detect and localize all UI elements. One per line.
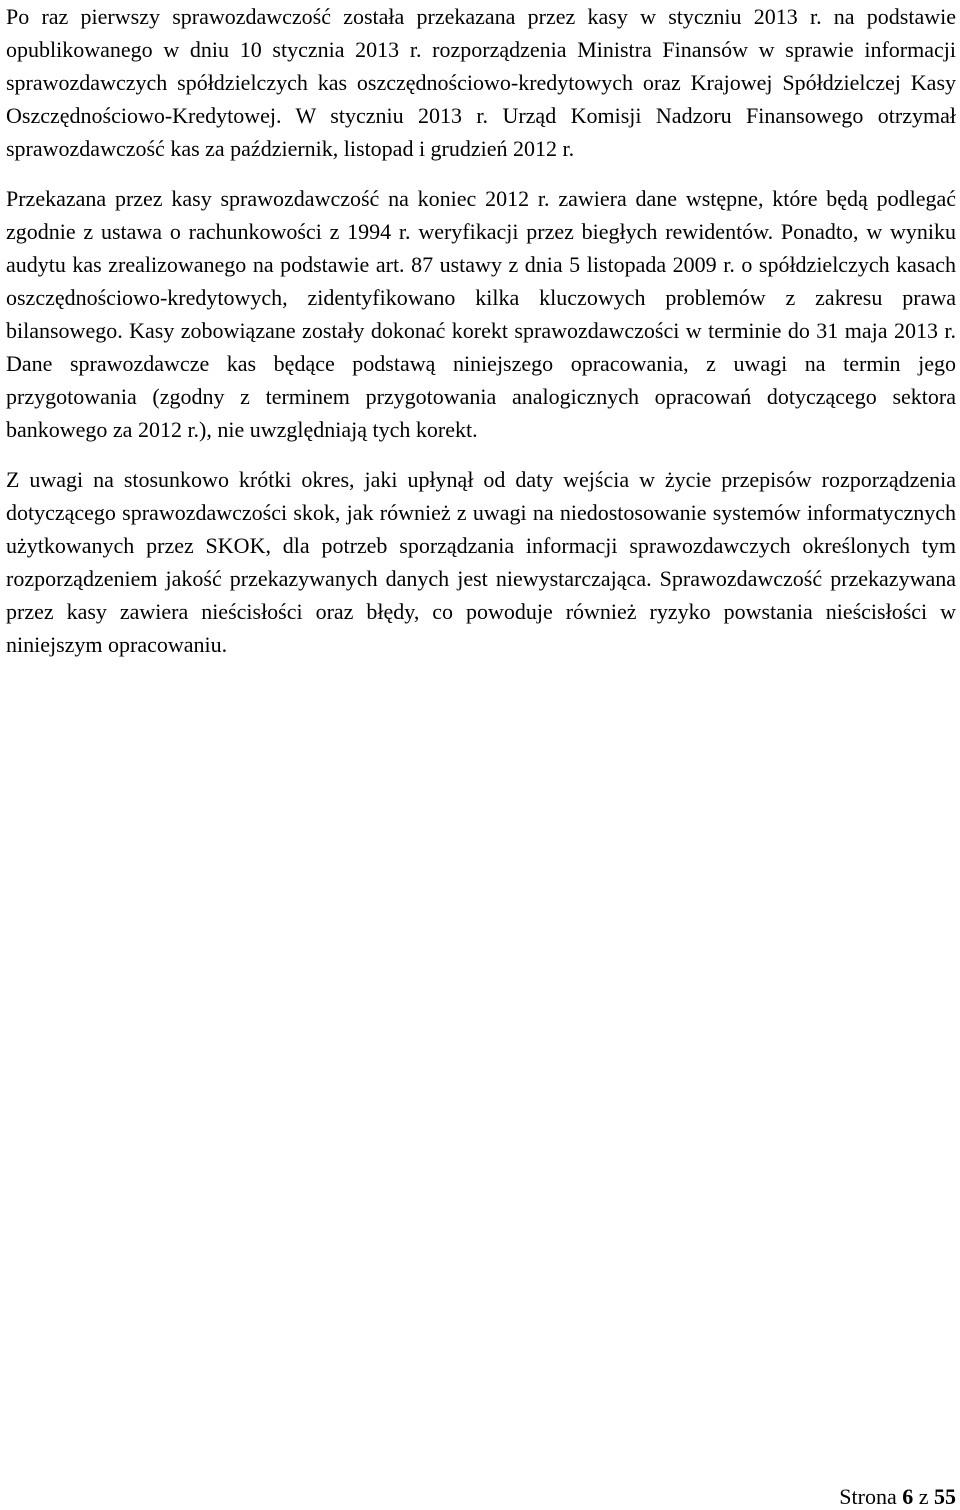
paragraph-preliminary-data: Przekazana przez kasy sprawozdawczość na koniec 2012 r. zawiera dane wstępne, które będą podlegać zgodnie z ustawa o rachunkowości z 1994 r. weryfikacji przez biegłych rewidentów. Ponadto, w wyniku audytu kas zrealizowanego na podstawie art. 87 ustawy z dnia 5 listopada 2009 r. o spółdzielczych kasach oszczędnościowo-kredytowych, zidentyfikowano kilka kluczowych problemów z zakresu prawa bilansowego. Kasy zobowiązane zostały dokonać korekt sprawozdawczości w terminie do 31 maja 2013 r. Dane sprawozdawcze kas będące podstawą niniejszego opracowania, z uwagi na termin jego przygotowania (zgodny z terminem przygotowania analogicznych opracowań dotyczącego sektora bankowego za 2012 r.), nie uwzględniają tych korekt. bbox=[6, 186, 956, 442]
paragraph-data-quality: Z uwagi na stosunkowo krótki okres, jaki upłynął od daty wejścia w życie przepisów rozporządzenia dotyczącego sprawozdawczości skok, jak również z uwagi na niedostosowanie systemów informatycznych użytkowanych przez SKOK, dla potrzeb sporządzania informacji sprawozdawczych określonych tym rozporządzeniem jakość przekazywanych danych jest niewystarczająca. Sprawozdawczość przekazywana przez kasy zawiera nieścisłości oraz błędy, co powoduje również ryzyko powstania nieścisłości w niniejszym opracowaniu. bbox=[6, 467, 956, 657]
paragraph-reporting-first-time: Po raz pierwszy sprawozdawczość została przekazana przez kasy w styczniu 2013 r. na podstawie opublikowanego w dniu 10 stycznia 2013 r. rozporządzenia Ministra Finansów w sprawie informacji sprawozdawczych spółdzielczych kas oszczędnościowo-kredytowych oraz Krajowej Spółdzielczej Kasy Oszczędnościowo-Kredytowej. W styczniu 2013 r. Urząd Komisji Nadzoru Finansowego otrzymał sprawozdawczość kas za październik, listopad i grudzień 2012 r. bbox=[6, 4, 956, 161]
page-label: Strona bbox=[839, 1484, 903, 1509]
page-number-footer bbox=[839, 1484, 956, 1510]
current-page-number: 6 bbox=[902, 1484, 914, 1509]
document-body bbox=[6, 0, 956, 661]
total-page-count: 55 bbox=[934, 1484, 956, 1509]
page-separator: z bbox=[913, 1484, 934, 1509]
